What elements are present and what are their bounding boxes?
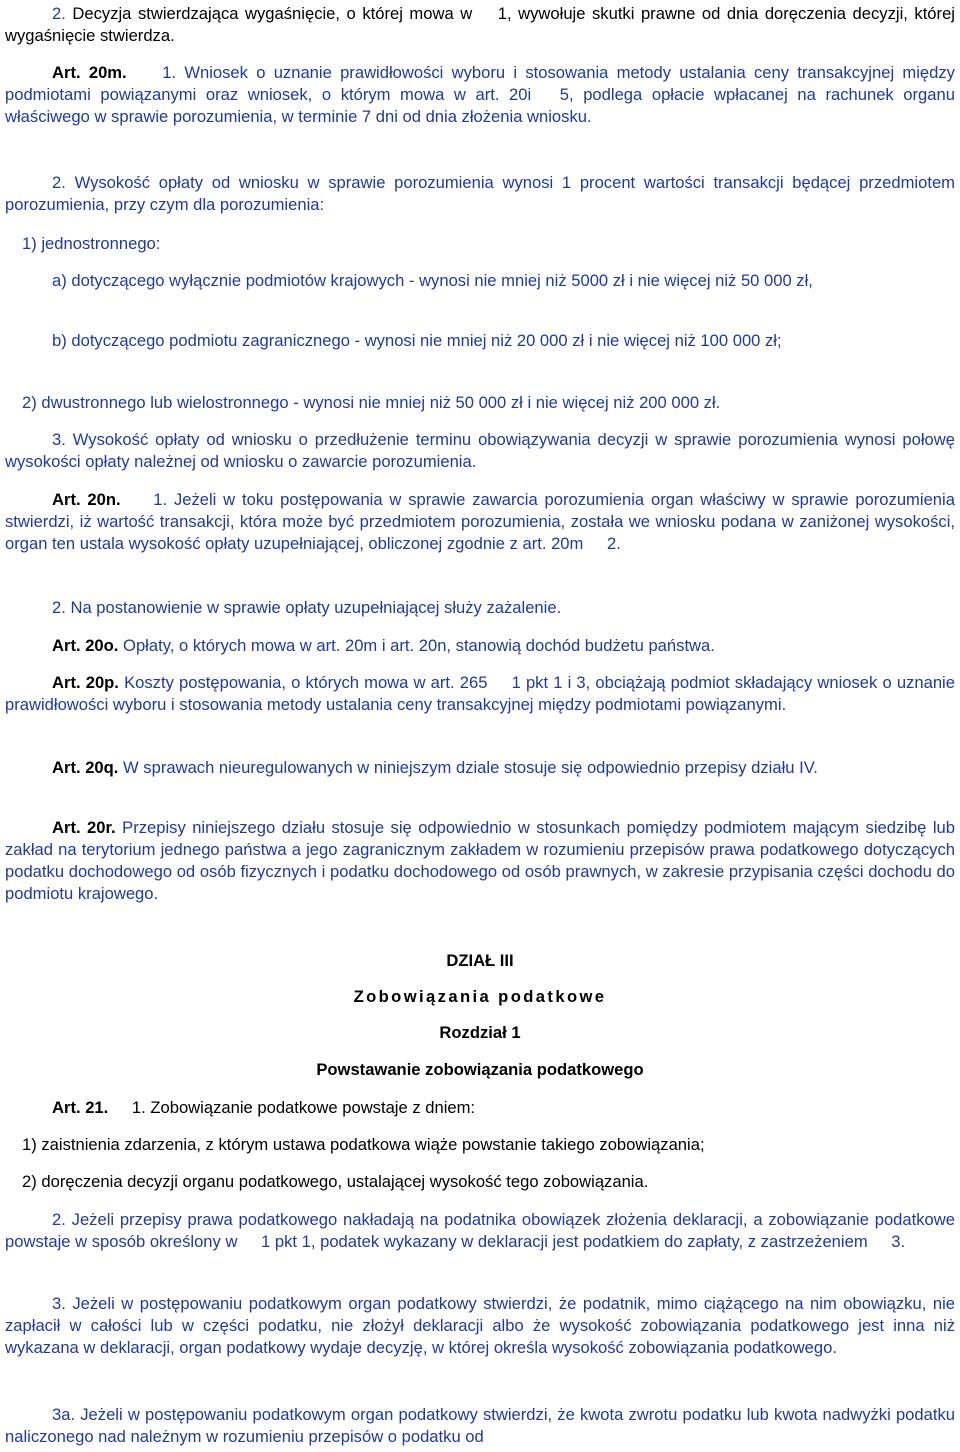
paragraph-text: W sprawach nieuregulowanych w niniejszym dziale stosuje się odpowiednio przepisy działu IV.	[123, 758, 818, 777]
paragraph-text: 1, wywołuje skutki prawne od dnia doręczenia decyzji, której wygaśnięcie stwierdza.	[5, 4, 955, 45]
paragraph-number: 2.	[52, 173, 66, 192]
paragraph-text: Jeżeli w toku postępowania w sprawie zawarcia porozumienia organ właściwy w sprawie porozumienia stwierdzi, iż wartość transakcji, która może być przedmiotem porozumienia, została we wniosku podana w zaniżonej wysokości, organ ten ustala wysokość opłaty uzupełniającej, obliczonej zgodnie z art. 20m	[5, 490, 955, 553]
paragraph-text: Opłaty, o których mowa w art. 20m i art. 20n, stanowią dochód budżetu państwa.	[123, 636, 715, 655]
art-20p	[5, 672, 955, 716]
art-20o	[5, 635, 955, 657]
paragraph-number: 1.	[131, 1098, 146, 1117]
paragraph-number: 3.	[52, 1294, 66, 1313]
article-label: Art. 20o.	[52, 636, 119, 655]
art-21-par-3a	[5, 1404, 955, 1448]
division-heading: DZIAŁ III	[446, 951, 514, 970]
paragraph-number: 2.	[52, 1210, 66, 1229]
list-item: 2) doręczenia decyzji organu podatkowego, ustalającej wysokość tego zobowiązania.	[22, 1172, 649, 1191]
art-20n-par-2	[5, 597, 955, 619]
paragraph-number: 1.	[153, 490, 168, 509]
paragraph-text: Koszty postępowania, o których mowa w art. 265	[124, 673, 488, 692]
paragraph-number: 1.	[162, 63, 177, 82]
paragraph-text: Jeżeli w postępowaniu podatkowym organ podatkowy stwierdzi, że podatnik, mimo ciążącego na nim obowiązku, nie zapłacił w całości lub w części podatku, nie złożył deklaracji albo że wysokość zobowiązania podatkowego jest inna niż wykazana w deklaracji, organ podatkowy wydaje decyzję, w której określa wysokość zobowiązania podatkowego.	[5, 1294, 955, 1357]
article-label: Art. 20n.	[52, 490, 121, 509]
article-label: Art. 20m.	[52, 63, 127, 82]
paragraph-text: Wysokość opłaty od wniosku w sprawie porozumienia wynosi 1 procent wartości transakcji będącej przedmiotem porozumienia, przy czym dla porozumienia:	[5, 173, 955, 214]
paragraph-text: Przepisy niniejszego działu stosuje się odpowiednio w stosunkach pomiędzy podmiotem mającym siedzibę lub zakład na terytorium jednego państwa a jego zagranicznym zakładem w rozumieniu przepisów prawa podatkowego dotyczących podatku dochodowego od osób fizycznych i podatku dochodowego od osób prawnych, w zakresie przypisania części dochodu do podmiotu krajowego.	[5, 818, 956, 903]
paragraph-text: 2.	[606, 534, 621, 553]
list-item: 2) dwustronnego lub wielostronnego - wynosi nie mniej niż 50 000 zł i nie więcej niż 200 000 zł.	[22, 393, 721, 412]
art-20m-par-3	[5, 429, 955, 473]
chapter-title: Powstawanie zobowiązania podatkowego	[316, 1060, 644, 1079]
list-subitem: b) dotyczącego podmiotu zagranicznego - wynosi nie mniej niż 20 000 zł i nie więcej niż 100 000 zł;	[52, 331, 782, 350]
chapter-heading: Rozdział 1	[439, 1023, 521, 1042]
paragraph-text: Wysokość opłaty od wniosku o przedłużenie terminu obowiązywania decyzji w sprawie porozumienia wynosi połowę wysokości opłaty należnej od wniosku o zawarcie porozumienia.	[5, 430, 955, 471]
art-20q	[5, 757, 955, 779]
paragraph-text: 3.	[891, 1232, 906, 1251]
paragraph-text: 1 pkt 1 i 3, obciążają podmiot składający wniosek o uznanie prawidłowości wyboru i stosowania metody ustalania ceny transakcyjnej między podmiotami powiązanymi.	[5, 673, 955, 714]
art-20n-par-1	[5, 489, 955, 555]
paragraph-decision-expiry	[5, 3, 955, 47]
article-label: Art. 21.	[52, 1098, 109, 1117]
paragraph-number: 2.	[52, 4, 66, 23]
article-label: Art. 20p.	[52, 673, 119, 692]
paragraph-number: 2.	[52, 598, 66, 617]
art-21-par-3	[5, 1293, 955, 1359]
paragraph-text: Na postanowienie w sprawie opłaty uzupełniającej służy zażalenie.	[70, 598, 562, 617]
paragraph-text: Jeżeli przepisy prawa podatkowego nakładają na podatnika obowiązek złożenia deklaracji, a zobowiązanie podatkowe powstaje w sposób określony w	[5, 1210, 955, 1251]
article-label: Art. 20r.	[52, 818, 116, 837]
list-item: 1) jednostronnego:	[22, 234, 161, 253]
division-title: Zobowiązania podatkowe	[353, 987, 607, 1006]
paragraph-number: 3.	[52, 430, 66, 449]
art-21-par-1	[5, 1097, 955, 1119]
paragraph-text: Wniosek o uznanie prawidłowości wyboru i stosowania metody ustalania ceny transakcyjnej między podmiotami powiązanymi oraz wniosek, o którym mowa w art. 20i	[5, 63, 955, 104]
paragraph-number: 3a.	[52, 1405, 76, 1424]
list-item: 1) zaistnienia zdarzenia, z którym ustawa podatkowa wiąże powstanie takiego zobowiązania;	[22, 1135, 705, 1154]
paragraph-text: 5, podlega opłacie wpłacanej na rachunek organu właściwego w sprawie porozumienia, w terminie 7 dni od dnia złożenia wniosku.	[5, 85, 955, 126]
art-20m-par-1	[5, 62, 955, 128]
article-label: Art. 20q.	[52, 758, 119, 777]
list-subitem: a) dotyczącego wyłącznie podmiotów krajowych - wynosi nie mniej niż 5000 zł i nie więcej niż 50 000 zł,	[52, 271, 813, 290]
paragraph-text: Zobowiązanie podatkowe powstaje z dniem:	[150, 1098, 476, 1117]
paragraph-text: Jeżeli w postępowaniu podatkowym organ podatkowy stwierdzi, że kwota zwrotu podatku lub kwota nadwyżki podatku naliczonego nad należnym w rozumieniu przepisów o podatku od	[5, 1405, 955, 1446]
art-20m-par-2	[5, 172, 955, 216]
paragraph-text: Decyzja stwierdzająca wygaśnięcie, o której mowa w	[72, 4, 473, 23]
paragraph-text: 1 pkt 1, podatek wykazany w deklaracji jest podatkiem do zapłaty, z zastrzeżeniem	[261, 1232, 868, 1251]
art-20r	[5, 817, 955, 905]
art-21-par-2	[5, 1209, 955, 1253]
